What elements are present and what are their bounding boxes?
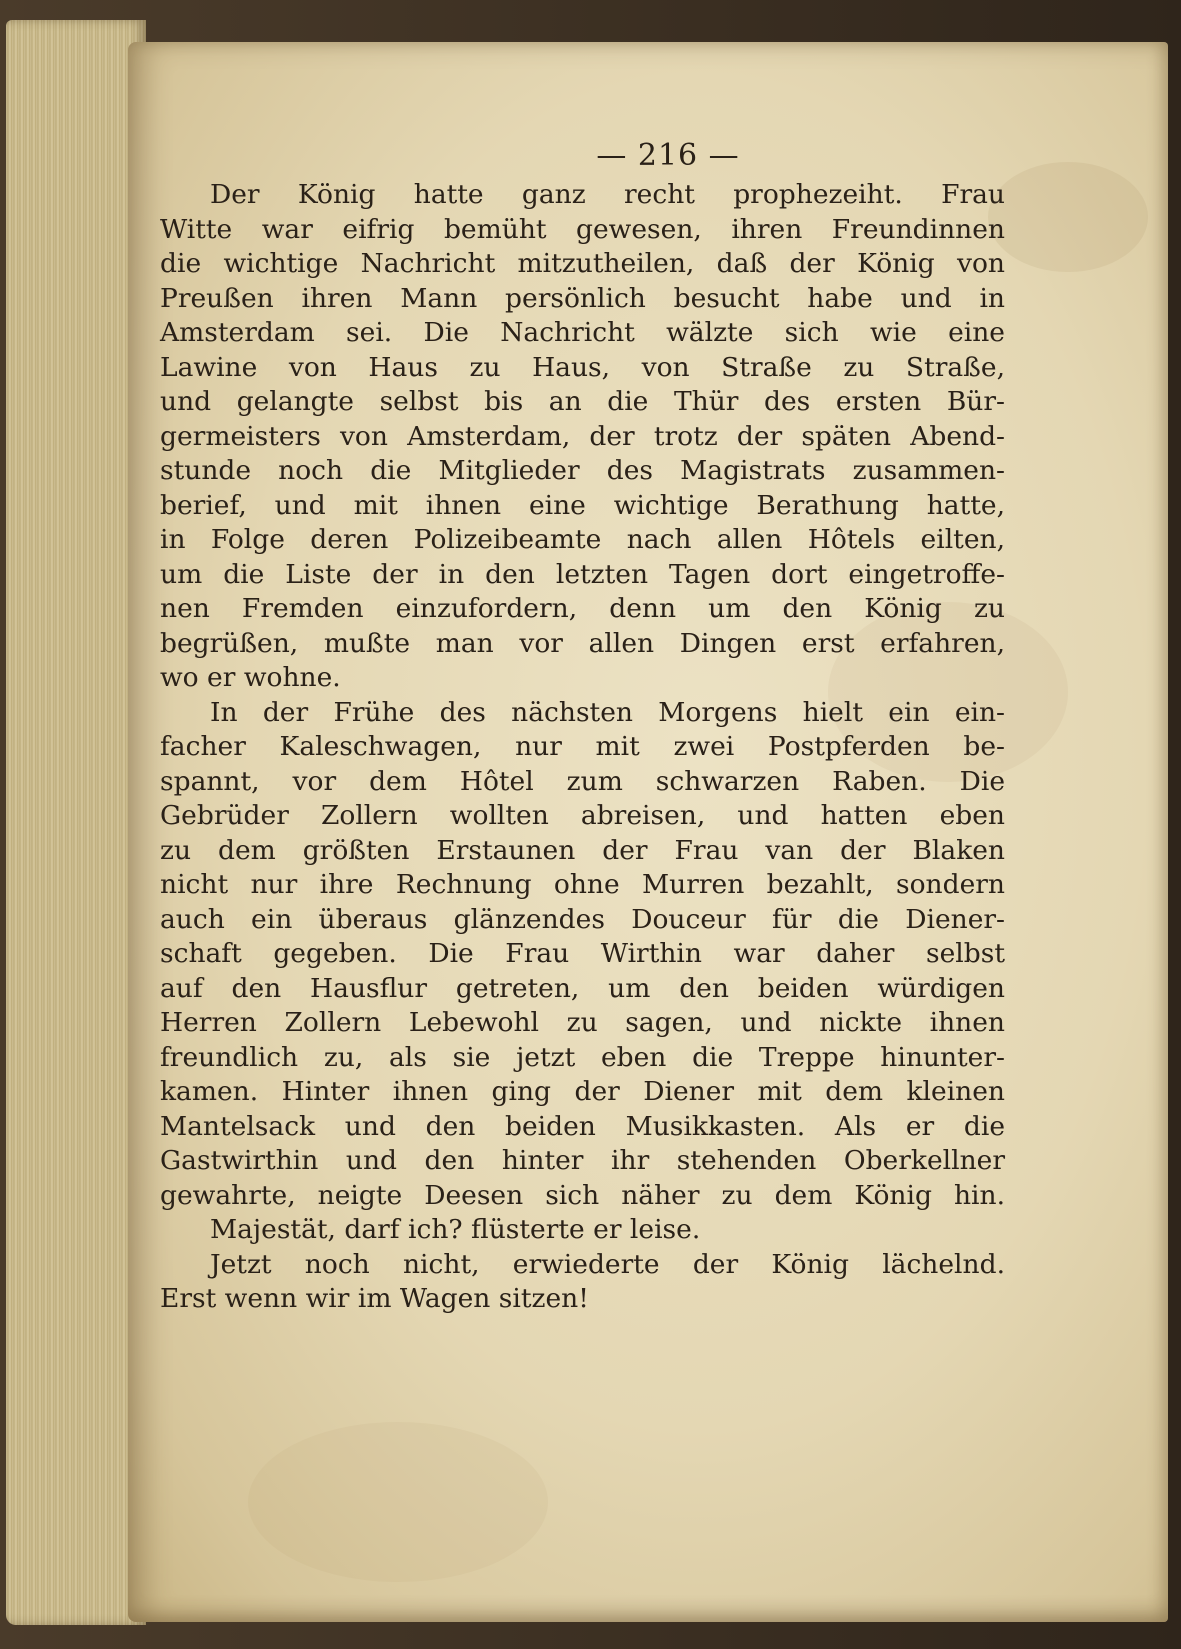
text-line: In der Frühe des nächsten Morgens hielt ein ein- [210,696,1005,728]
paper-stain [988,162,1148,272]
text-line: auf den Hausflur getreten, um den beiden würdigen [160,972,1005,1004]
text-line: Witte war eifrig bemüht gewesen, ihren Freundinnen [160,213,1005,245]
text-line: um die Liste der in den letzten Tagen dort eingetroffe- [160,558,1005,590]
text-line: Der König hatte ganz recht prophezeiht. Frau [210,179,1005,210]
text-line: Gebrüder Zollern wollten abreisen, und hatten eben [160,800,1005,831]
text-line: zu dem größten Erstaunen der Frau van der Blaken [160,834,1005,866]
page-edges [6,20,146,1625]
text-line: germeisters von Amsterdam, der trotz der späten Abend- [160,420,1005,452]
text-line: Lawine von Haus zu Haus, von Straße zu Straße, [160,351,1005,383]
text-line: Gastwirthin und den hinter ihr stehenden Oberkellner [160,1145,1005,1176]
text-line: begrüßen, mußte man vor allen Dingen erst erfahren, [160,627,1005,659]
text-line: Jetzt noch nicht, erwiederte der König lächelnd. [210,1248,1005,1280]
page-number: — 216 — [596,138,740,173]
text-line: nen Fremden einzufordern, denn um den König zu [160,593,1005,624]
body-text [160,178,1005,1317]
text-line: kamen. Hinter ihnen ging der Diener mit dem kleinen [160,1076,1005,1107]
text-line: berief, und mit ihnen eine wichtige Berathung hatte, [160,489,1005,521]
paragraph [160,1213,1005,1248]
text-line: auch ein überaus glänzendes Douceur für die Diener- [160,903,1005,935]
text-line: Preußen ihren Mann persönlich besucht habe und in [160,282,1005,314]
text-line: Amsterdam sei. Die Nachricht wälzte sich wie eine [160,317,1005,348]
text-line: die wichtige Nachricht mitzutheilen, daß der König von [160,248,1005,279]
paper-stain [248,1422,548,1582]
paragraph [160,178,1005,696]
text-line: gewahrte, neigte Deesen sich näher zu dem König hin. [160,1179,1005,1211]
text-line: stunde noch die Mitglieder des Magistrats zusammen- [160,455,1005,486]
text-line: Mantelsack und den beiden Musikkasten. Als er die [160,1110,1005,1142]
text-line: in Folge deren Polizeibeamte nach allen Hôtels eilten, [160,524,1005,555]
text-line: Majestät, darf ich? flüsterte er leise. [210,1214,701,1245]
text-line: Herren Zollern Lebewohl zu sagen, und nickte ihnen [160,1007,1005,1038]
text-line: spannt, vor dem Hôtel zum schwarzen Raben. Die [160,765,1005,797]
paragraph [160,1248,1005,1317]
text-line: Erst wenn wir im Wagen sitzen! [160,1283,589,1314]
text-line: freundlich zu, als sie jetzt eben die Treppe hinunter- [160,1041,1005,1073]
text-line: und gelangte selbst bis an die Thür des ersten Bür- [160,386,1005,417]
text-line: facher Kaleschwagen, nur mit zwei Postpferden be- [160,731,1005,762]
text-line: nicht nur ihre Rechnung ohne Murren bezahlt, sondern [160,869,1005,900]
text-line: wo er wohne. [160,662,341,693]
paragraph [160,696,1005,1214]
text-line: schaft gegeben. Die Frau Wirthin war daher selbst [160,938,1005,969]
